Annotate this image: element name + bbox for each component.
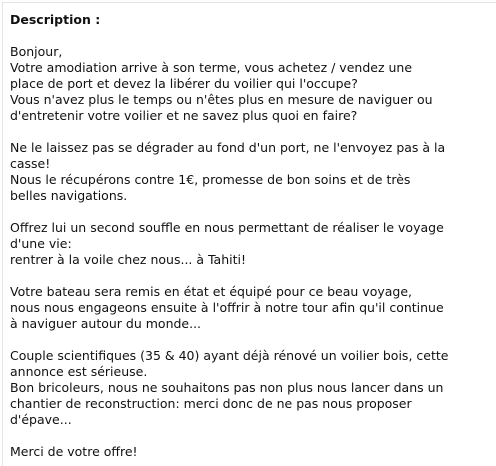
text-line: d'entretenir votre voilier et ne savez plus quoi en faire? [10, 108, 358, 123]
paragraph-offer [10, 140, 492, 204]
description-content [10, 12, 492, 460]
text-line: chantier de reconstruction: merci donc de ne pas nous proposer [10, 396, 412, 411]
text-line: annonce est sérieuse. [10, 364, 148, 379]
paragraph-voyage [10, 220, 492, 268]
description-heading: Description : [10, 12, 101, 27]
text-line: à naviguer autour du monde... [10, 316, 202, 331]
text-line: Votre bateau sera remis en état et équipé pour ce beau voyage, [10, 284, 412, 299]
paragraph-greeting [10, 44, 492, 124]
text-line: Votre amodiation arrive à son terme, vous achetez / vendez une [10, 60, 413, 75]
text-line: nous nous engageons ensuite à l'offrir à notre tour afin qu'il continue [10, 300, 444, 315]
text-line: Vous n'avez plus le temps ou n'êtes plus en mesure de naviguer ou [10, 92, 433, 107]
text-line: Couple scientifiques (35 & 40) ayant déjà rénové un voilier bois, cette [10, 348, 449, 363]
text-line: casse! [10, 156, 51, 171]
text-line: Ne le laissez pas se dégrader au fond d'un port, ne l'envoyez pas à la [10, 140, 446, 155]
text-line: rentrer à la voile chez nous... à Tahiti! [10, 252, 246, 267]
text-line: d'une vie: [10, 236, 72, 251]
text-line: Bonjour, [10, 44, 63, 59]
text-line: d'épave... [10, 412, 72, 427]
text-line: belles navigations. [10, 188, 128, 203]
text-line: Nous le récupérons contre 1€, promesse de bon soins et de très [10, 172, 411, 187]
paragraph-thanks [10, 444, 492, 460]
description-panel [2, 2, 496, 466]
text-line: Merci de votre offre! [10, 444, 138, 459]
paragraph-promise [10, 284, 492, 332]
paragraph-about-us [10, 348, 492, 428]
text-line: Offrez lui un second souffle en nous permettant de réaliser le voyage [10, 220, 444, 235]
text-line: place de port et devez la libérer du voilier qui l'occupe? [10, 76, 358, 91]
text-line: Bon bricoleurs, nous ne souhaitons pas non plus nous lancer dans un [10, 380, 444, 395]
